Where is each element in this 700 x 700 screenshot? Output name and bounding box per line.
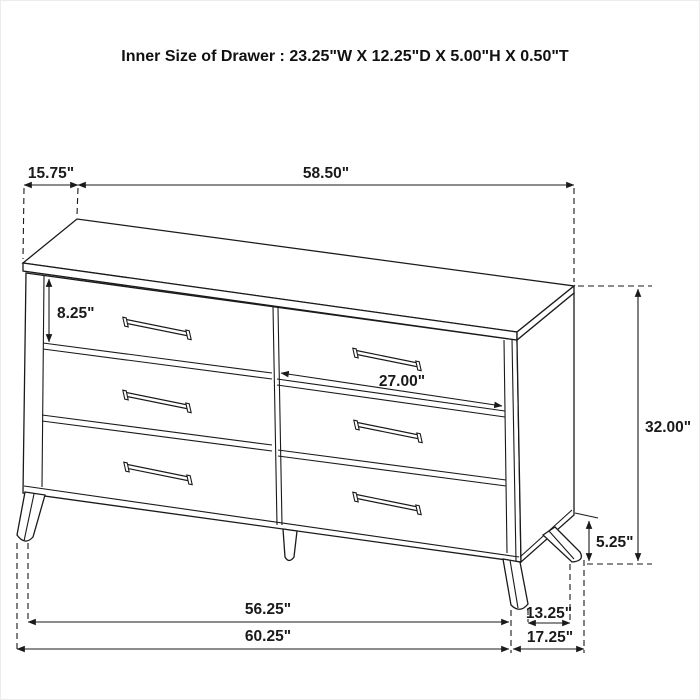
dimension-label-base-overall-width: 60.25" [244,628,292,645]
dimension-label-base-overall-depth: 17.25" [526,629,574,646]
rear-right-leg [543,527,581,562]
dimension-base-overall-depth [513,629,584,649]
dimension-label-leg-height: 5.25" [596,534,634,551]
front-left-leg [17,492,45,541]
dimension-label-drawer-height: 8.25" [57,305,95,322]
dimension-label-top-width: 58.50" [302,165,350,182]
dimension-label-top-depth: 15.75" [27,165,75,182]
diagram-title: Inner Size of Drawer : 23.25"W X 12.25"D X 5.00"H X 0.50"T [121,48,569,65]
dimension-label-front-feet-span: 56.25" [244,601,292,618]
center-leg [283,529,297,561]
dresser-drawing [17,219,581,609]
dimension-front-feet-span [28,601,509,622]
extension-line [77,188,78,215]
extension-line [23,188,24,259]
dimension-label-drawer-width: 27.00" [378,373,426,390]
front-right-leg [503,559,528,609]
dimension-base-overall-width [17,628,509,649]
extension-line [575,513,598,518]
dimension-overall-height [578,286,691,564]
dimension-label-overall-height: 32.00" [645,419,692,436]
dimension-leg-height [575,513,634,561]
dimension-side-feet-inner-span [526,605,572,623]
dresser-dimension-diagram [1,1,700,700]
dimension-label-side-feet-inner-span: 13.25" [525,605,573,622]
